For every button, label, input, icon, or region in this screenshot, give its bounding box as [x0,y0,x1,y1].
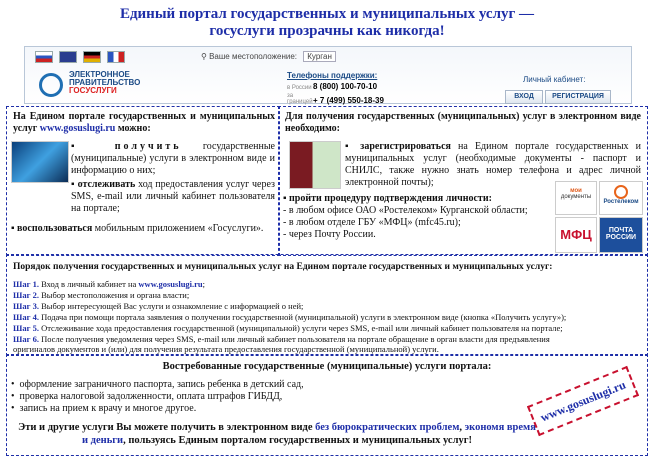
left-item3-rest: мобильным приложением «Госуслуги». [92,223,264,234]
dash-icon: - [283,217,287,228]
footer-text-c: , пользуясь Единым порталом государственных и муниципальных услуг! [123,435,472,446]
left-intro-c: можно: [115,123,151,134]
left-item-1 [71,141,275,177]
location-value[interactable]: Курган [303,51,336,62]
mfc-logo: МФЦ [555,217,597,253]
flag-fr-icon[interactable] [107,51,125,63]
left-item2-key: отслеживать [77,179,136,190]
gosuslugi-stamp: www.gosuslugi.ru [527,366,639,436]
popular-heading: Востребованные государственные (муниципальные) услуги портала: [162,361,492,372]
popular-item [11,379,491,391]
popular-item-text: проверка налоговой задолженности, оплата штрафов ГИБДД, [19,391,283,402]
step-5 [13,323,643,333]
steps-heading: Порядок получения государственных и муниципальных услуг на Едином портале государственных и муниципальных услуг: [13,262,553,272]
logo-line1: ЭЛЕКТРОННОЕ [69,70,130,79]
steps-box [6,254,648,356]
popular-list [11,379,491,415]
language-flags [35,51,125,63]
popular-item [11,403,491,415]
bullet-icon: • [11,391,15,402]
right-item-2 [283,193,553,241]
step-number: Шаг 1. [13,279,39,289]
step-text: Вход в личный кабинет на [38,279,139,289]
bullet-icon: ▪ [345,141,354,152]
footer-text-b: , [459,422,462,433]
step-2 [13,290,643,300]
page-title-line1: Единый портал государственных и муниципальных услуг — [119,6,535,22]
location-selector[interactable] [201,51,336,62]
portal-header-screenshot [24,46,632,104]
moi-dokumenty-logo [555,181,597,215]
pochta-logo [599,217,643,253]
page-title [0,6,654,40]
flag-ru-icon[interactable] [35,51,53,63]
moi-logo-line2: документы [560,194,592,200]
right-heading: Для получения государственных (муниципальных) услуг в электронном виде необходимо: [285,111,641,134]
step-text: Выбор интересующей Вас услуги и ознакомление с информацией о ней; [38,301,304,311]
step-text: Подача при помощи портала заявления о получении государственной (муниципальной) услуги в электронном виде (кнопка «Получить услугу»); [38,312,567,322]
popular-item-text: оформление заграничного паспорта, запись ребенка в детский сад, [19,379,304,390]
logo-line2: ПРАВИТЕЛЬСТВО [69,78,141,87]
login-button[interactable]: ВХОД [505,90,543,104]
left-intro [13,111,275,135]
right-item1-key: зарегистрироваться [360,141,451,152]
right-sub-3: через Почту России. [288,229,376,240]
step-3 [13,301,643,311]
step-number: Шаг 3. [13,301,39,311]
location-label: Ваше местоположение: [209,52,298,61]
popular-footer [17,421,537,447]
popular-services-box [6,354,648,456]
right-sub-2: в любом отделе ГБУ «МФЦ» (mfc45.ru); [288,217,461,228]
pin-icon: ⚲ [201,52,207,61]
step-number: Шаг 5. [13,323,39,333]
pochta-line1: ПОЧТА [608,227,634,234]
step-text: Выбор местоположения и органа власти; [38,290,190,300]
step-text: После получения уведомления через SMS, e-mail или личный кабинет пользователя на портале обращение в орган власти для предъявления [38,334,550,344]
popular-item [11,391,491,403]
support-label[interactable]: Телефоны поддержки: [287,71,378,80]
left-item3-key: воспользоваться [17,223,93,234]
gosuslugi-link[interactable]: www.gosuslugi.ru [39,123,116,134]
phone-region: в России [287,85,312,91]
footer-highlight-2: экономя время и деньги [82,422,536,446]
logo-text[interactable] [69,71,149,95]
dash-icon: - [283,205,287,216]
passport-snils-image-icon [289,141,341,189]
bullet-icon: • [11,379,15,390]
phone-number: + 7 (499) 550-18-39 [313,96,384,105]
left-info-box [6,106,280,256]
bullet-icon: ▪ [283,193,287,204]
left-item-3 [11,223,275,235]
right-info-box [278,106,648,256]
step-number: Шаг 4. [13,312,39,322]
left-intro-b: и муниципальных услуг [13,111,276,134]
bullet-icon: ▪ [11,223,15,234]
left-item1-rest: государственные (муниципальные) услуги в электронном виде и информацию о них; [71,141,275,176]
step-6 [13,334,643,344]
right-item1-rest: на Едином портале государственных и муниципальных услуг (необходимые документы - паспорт и СНИЛС, также нужно знать номер телефона и адрес личной электронной почты); [345,141,642,188]
devices-image-icon [11,141,69,183]
dash-icon: - [283,229,287,240]
rostelecom-text: Ростелеком [603,199,639,205]
phone-number: 8 (800) 100-70-10 [313,82,378,91]
right-item2-key: пройти процедуру подтверждения личности: [289,193,492,204]
pochta-line2: РОССИИ [605,234,637,241]
bullet-icon: ▪ [71,141,94,152]
page-title-line2: госуслуги прозрачны как никогда! [209,23,445,39]
support-phones [287,71,384,105]
step-4 [13,312,643,322]
left-item-2 [71,179,275,215]
moi-logo-line1: мои [570,188,582,194]
rostelecom-icon [614,185,628,199]
step-tail: ; [202,279,206,289]
rostelecom-logo [599,181,643,215]
step-text: Отслеживание хода предоставления государственной (муниципальной) услуги через SMS, e-mail или личный кабинет пользователя на портале; [38,323,563,333]
footer-text-a: Эти и другие услуги Вы можете получить в электронном виде [18,422,316,433]
left-intro-a: На Едином портале государственных [13,111,187,122]
popular-item-text: запись на прием к врачу и многое другое. [19,403,197,414]
logo-line3: ГОСУСЛУГИ [69,86,117,95]
gosuslugi-link[interactable]: www.gosuslugi.ru [138,279,203,289]
right-sub-1: в любом офисе ОАО «Ростелеком» Курганской области; [288,205,528,216]
footer-highlight-1: без бюрократических проблем [315,422,460,433]
left-item2-rest: ход предоставления услуг через SMS, e-mail или личный кабинет пользователя на портале; [71,179,275,214]
bullet-icon: ▪ [71,179,75,190]
step-6-continued: оригиналов документов и (или) для получения результата предоставления государственной (муниципальной) услуги. [13,344,439,354]
flag-gb-icon[interactable] [59,51,77,63]
gosuslugi-logo-icon[interactable] [39,73,63,97]
register-button[interactable]: РЕГИСТРАЦИЯ [545,90,611,104]
phone-region: за границей [287,93,313,105]
left-item1-key: получить [114,141,182,152]
cabinet-label: Личный кабинет: [523,75,586,84]
step-number: Шаг 2. [13,290,39,300]
step-number: Шаг 6. [13,334,39,344]
bullet-icon: • [11,403,15,414]
flag-de-icon[interactable] [83,51,101,63]
step-1 [13,279,643,289]
